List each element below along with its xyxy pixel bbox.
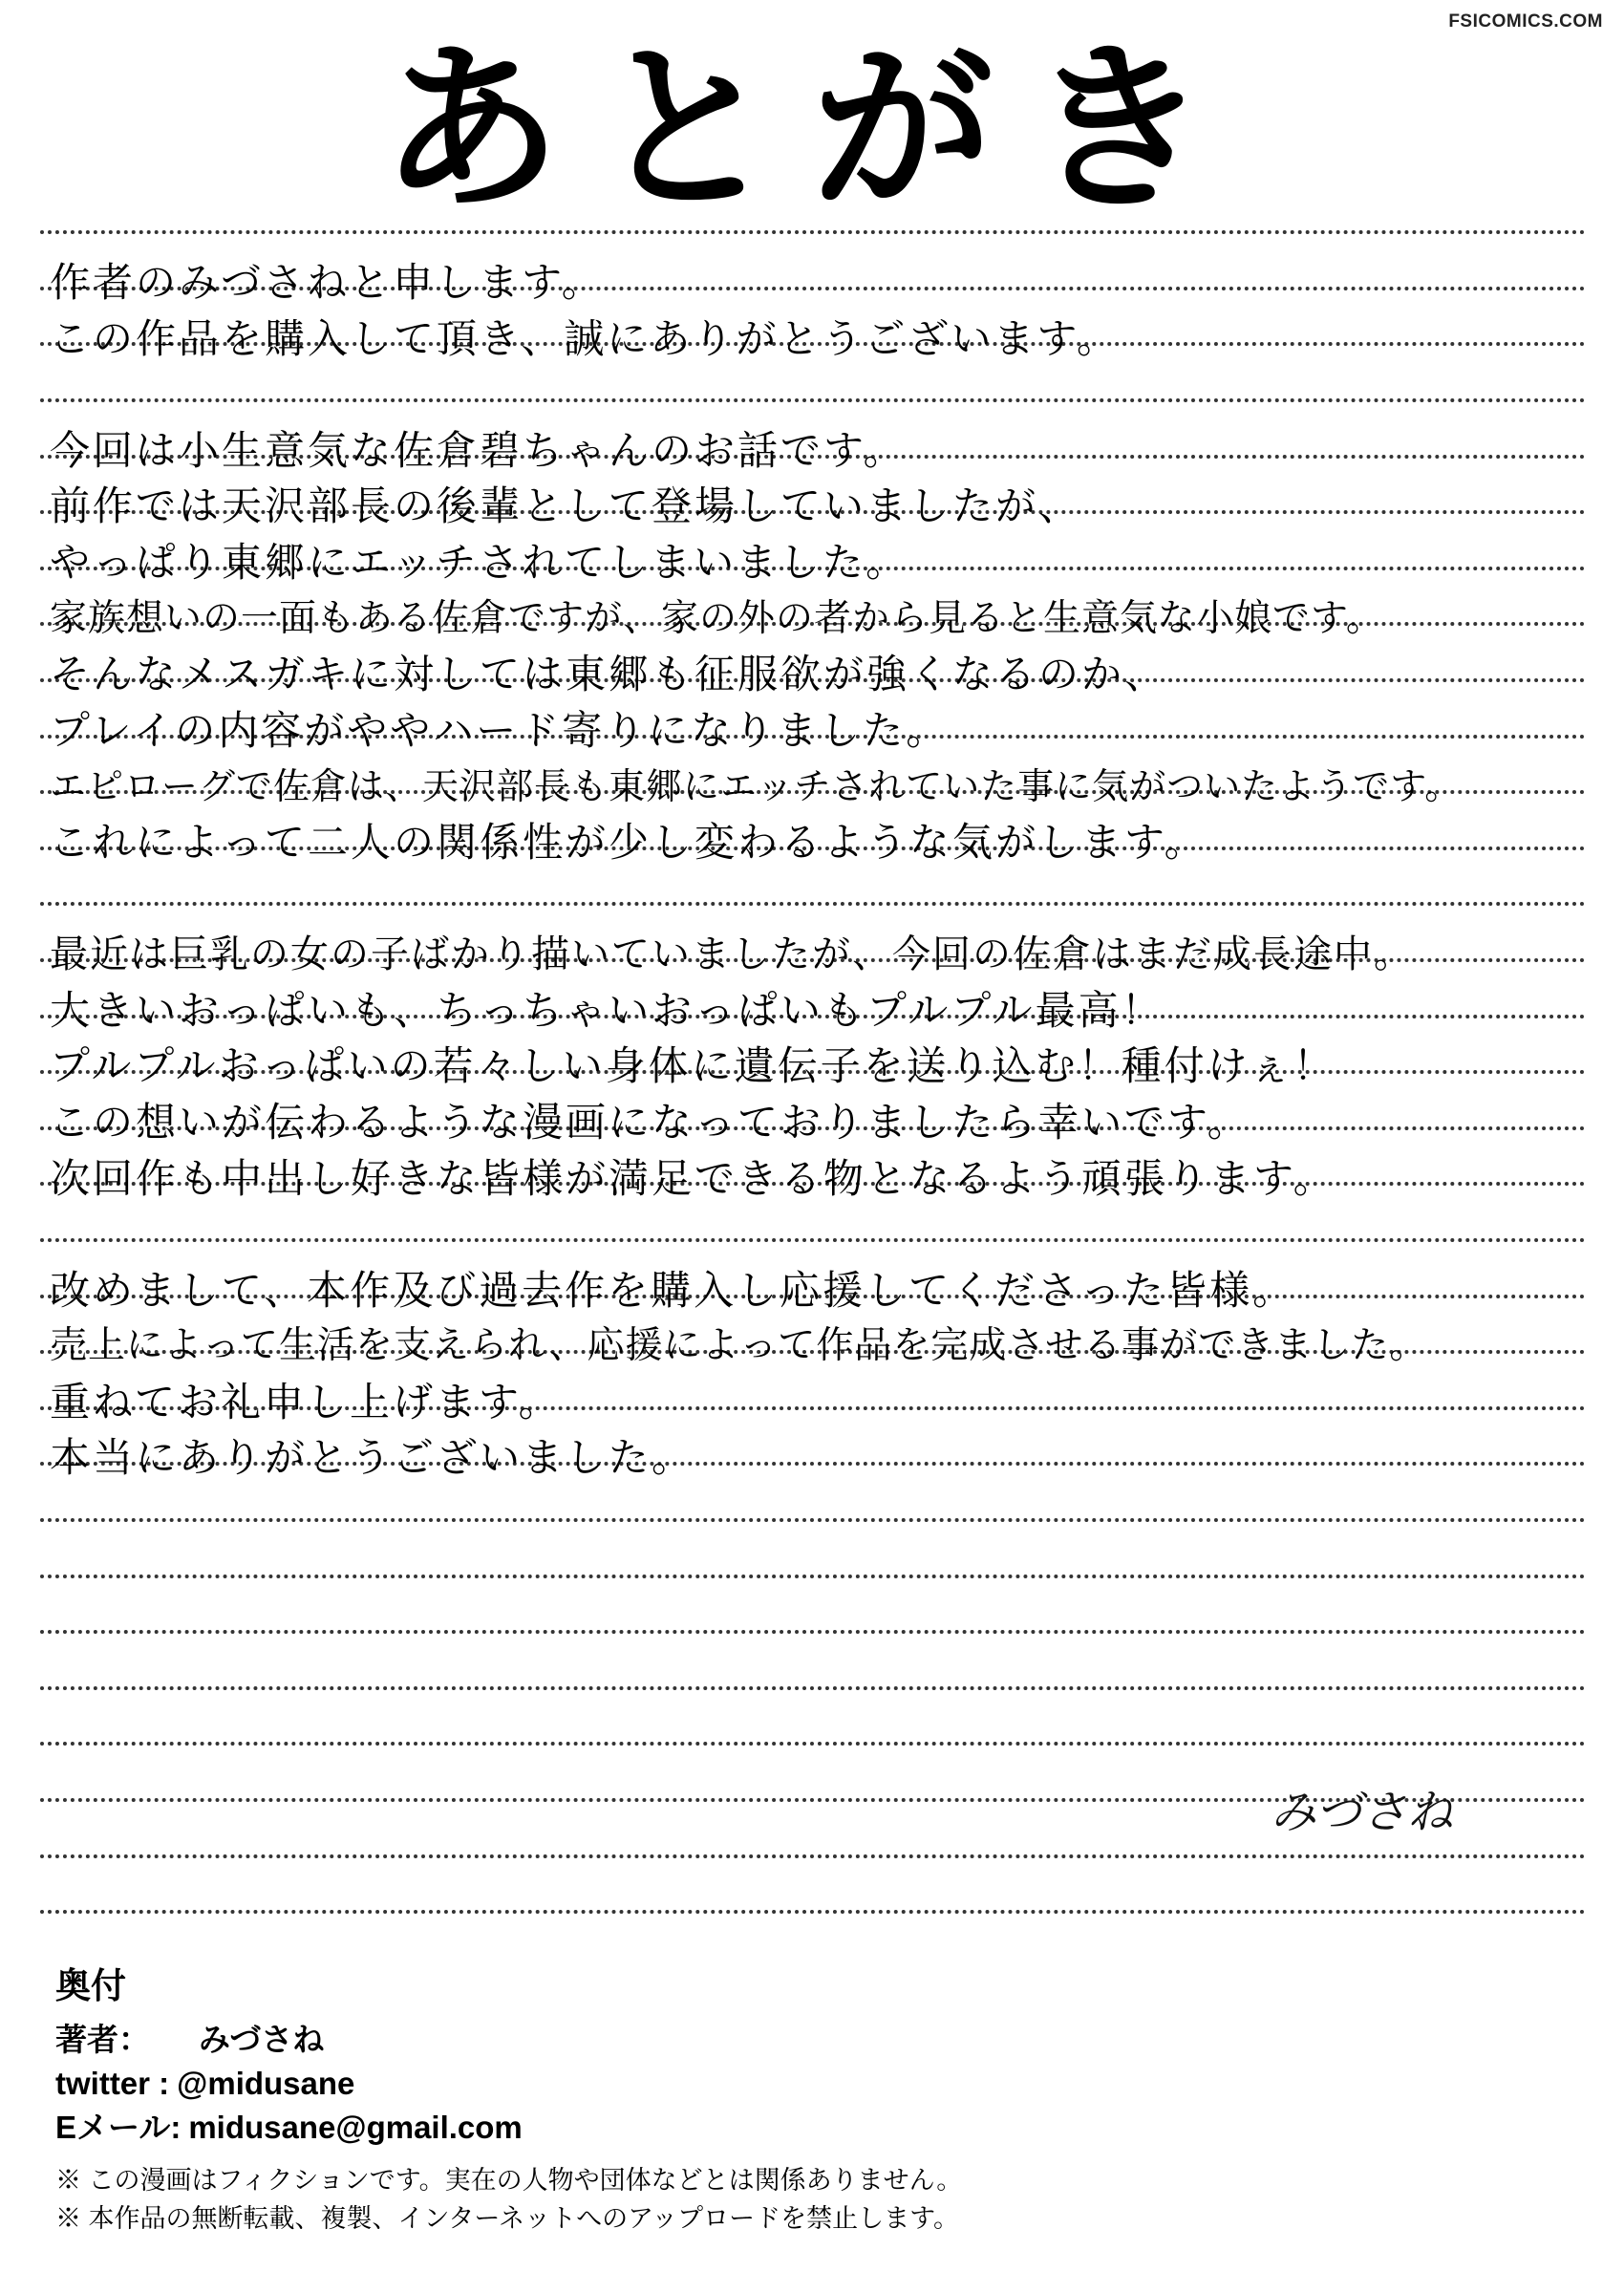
letter-line: プルプルおっぱいの若々しい身体に遺伝子を送り込む！種付けぇ！ bbox=[50, 1042, 1336, 1090]
reproduction-notice: ※ 本作品の無断転載、複製、インターネットへのアップロードを禁止します。 bbox=[55, 2204, 960, 2233]
afterword-letter bbox=[50, 255, 1588, 1487]
letter-line: 本当にありがとうございました。 bbox=[50, 1434, 695, 1482]
letter-line: 大きいおっぱいも、ちっちゃいおっぱいもプルプル最高！ bbox=[50, 986, 1165, 1034]
email-label: Eメール: bbox=[55, 2110, 182, 2145]
watermark: FSICOMICS.COM bbox=[1448, 11, 1603, 32]
rule-line bbox=[40, 1854, 1586, 1858]
author-label: 著者： bbox=[55, 2022, 150, 2057]
letter-line: 最近は巨乳の女の子ばかり描いていましたが、今回の佐倉はまだ成長途中。 bbox=[50, 932, 1414, 977]
letter-line: この作品を購入して頂き、誠にありがとうございます。 bbox=[50, 314, 1120, 362]
letter-line: この想いが伝わるような漫画になっておりましたら幸いです。 bbox=[50, 1098, 1250, 1146]
rule-line bbox=[40, 1630, 1586, 1634]
letter-line: 売上によって生活を支えられ、応援によって作品を完成させる事ができました。 bbox=[50, 1324, 1428, 1368]
email-address: midusane@gmail.com bbox=[188, 2110, 523, 2145]
author-credit bbox=[55, 2018, 523, 2062]
colophon bbox=[55, 1957, 523, 2150]
twitter-credit bbox=[55, 2062, 523, 2106]
letter-line: 前作では天沢部長の後輩として登場していましたが、 bbox=[50, 482, 1082, 530]
rule-line bbox=[40, 1686, 1586, 1690]
letter-line: 今回は小生意気な佐倉碧ちゃんのお話です。 bbox=[50, 426, 907, 474]
letter-line: エピローグで佐倉は、天沢部長も東郷にエッチされていた事に気がついたようです。 bbox=[50, 765, 1463, 808]
legal-notes bbox=[55, 2161, 962, 2238]
letter-line: プレイの内容がややハード寄りになりました。 bbox=[50, 706, 950, 754]
twitter-label: twitter : bbox=[55, 2066, 170, 2101]
rule-line bbox=[40, 1575, 1586, 1578]
author-signature: みづさね bbox=[1271, 1786, 1454, 1839]
twitter-handle: @midusane bbox=[177, 2066, 355, 2101]
letter-line: 重ねてお礼申し上げます。 bbox=[50, 1378, 562, 1425]
author-value: みづさね bbox=[199, 2022, 325, 2057]
letter-line: そんなメスガキに対しては東郷も征服欲が強くなるのか、 bbox=[50, 651, 1168, 698]
letter-line bbox=[50, 367, 1588, 423]
letter-line bbox=[50, 871, 1588, 928]
rule-line bbox=[40, 1910, 1586, 1914]
letter-line: 作者のみづさねと申します。 bbox=[50, 259, 605, 306]
letter-line bbox=[50, 1207, 1588, 1263]
letter-line: 改めまして、本作及び過去作を購入し応援してくださった皆様。 bbox=[50, 1266, 1296, 1314]
rule-line bbox=[40, 1518, 1586, 1522]
letter-line: これによって二人の関係性が少し変わるような気がします。 bbox=[50, 818, 1207, 866]
fiction-disclaimer: ※ この漫画はフィクションです。実在の人物や団体などとは関係ありません。 bbox=[55, 2166, 963, 2195]
colophon-title: 奥付 bbox=[55, 1966, 126, 2005]
letter-line: 次回作も中出し好きな皆様が満足できる物となるよう頑張ります。 bbox=[50, 1154, 1336, 1202]
rule-line bbox=[40, 230, 1586, 234]
rule-line bbox=[40, 1742, 1586, 1746]
letter-line: やっぱり東郷にエッチされてしまいました。 bbox=[50, 538, 909, 586]
page-title: あとがき bbox=[379, 22, 1244, 235]
letter-line: 家族想いの一面もある佐倉ですが、家の外の者から見ると生意気な小娘です。 bbox=[50, 596, 1384, 640]
email-credit bbox=[55, 2106, 523, 2150]
